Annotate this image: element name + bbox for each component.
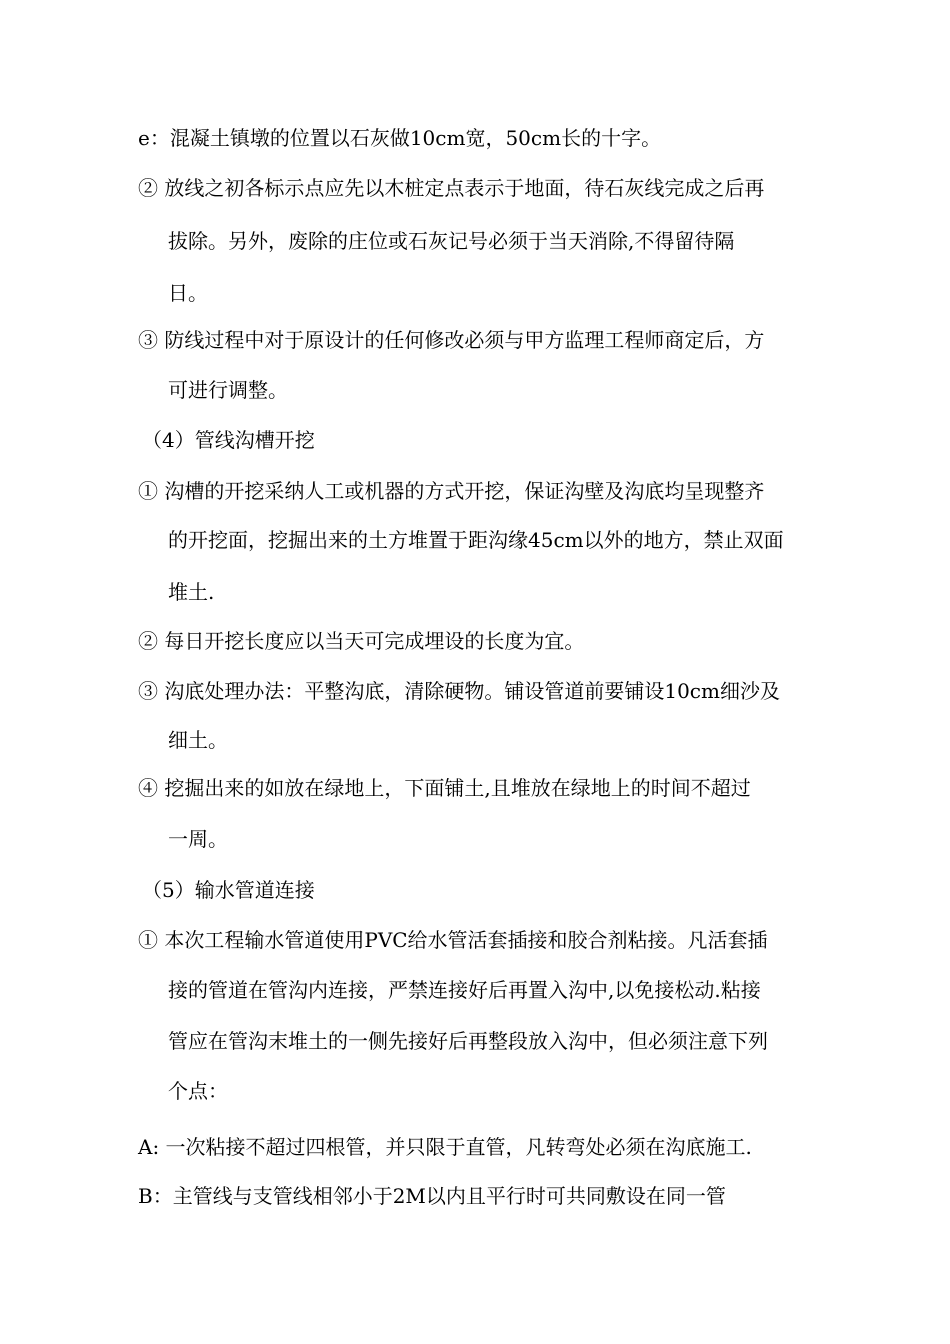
text-line-continuation: 可进行调整。 xyxy=(168,378,288,402)
list-item-circled-3: ③ 防线过程中对于原设计的任何修改必须与甲方监理工程师商定后，方 xyxy=(138,328,765,352)
text-line-continuation: 细土。 xyxy=(168,728,228,752)
text-line-continuation: 的开挖面，挖掘出来的土方堆置于距沟缘45cm以外的地方，禁止双面 xyxy=(168,528,784,552)
text-line-continuation: 日。 xyxy=(168,281,208,305)
list-item-letter-a: A: 一次粘接不超过四根管，并只限于直管，凡转弯处必须在沟底施工. xyxy=(138,1135,752,1159)
section-heading: （4）管线沟槽开挖 xyxy=(142,428,315,452)
list-item-circled-2: ② 每日开挖长度应以当天可完成埋设的长度为宜。 xyxy=(138,629,585,653)
section-heading: （5）输水管道连接 xyxy=(142,878,315,902)
list-item-circled-2: ② 放线之初各标示点应先以木桩定点表示于地面，待石灰线完成之后再 xyxy=(138,176,765,200)
text-line-continuation: 管应在管沟末堆土的一侧先接好后再整段放入沟中，但必须注意下列 xyxy=(168,1029,768,1053)
text-line-continuation: 接的管道在管沟内连接，严禁连接好后再置入沟中,以免接松动.粘接 xyxy=(168,978,761,1002)
text-line-continuation: 个点： xyxy=(168,1079,228,1103)
list-item-letter-b: B：主管线与支管线相邻小于2M以内且平行时可共同敷设在同一管 xyxy=(138,1184,726,1208)
list-item-circled-1: ① 本次工程输水管道使用PVC给水管活套插接和胶合剂粘接。凡活套插 xyxy=(138,928,768,952)
text-line-continuation: 拔除。另外，废除的庄位或石灰记号必须于当天消除,不得留待隔 xyxy=(168,229,735,253)
list-item-circled-1: ① 沟槽的开挖采纳人工或机器的方式开挖，保证沟壁及沟底均呈现整齐 xyxy=(138,479,765,503)
text-line: e：混凝土镇墩的位置以石灰做10cm宽，50cm长的十字。 xyxy=(138,126,662,150)
text-line-continuation: 一周。 xyxy=(168,827,228,851)
list-item-circled-4: ④ 挖掘出来的如放在绿地上，下面铺土,且堆放在绿地上的时间不超过 xyxy=(138,776,751,800)
text-line-continuation: 堆土. xyxy=(168,580,215,604)
list-item-circled-3: ③ 沟底处理办法：平整沟底，清除硬物。铺设管道前要铺设10cm细沙及 xyxy=(138,679,780,703)
